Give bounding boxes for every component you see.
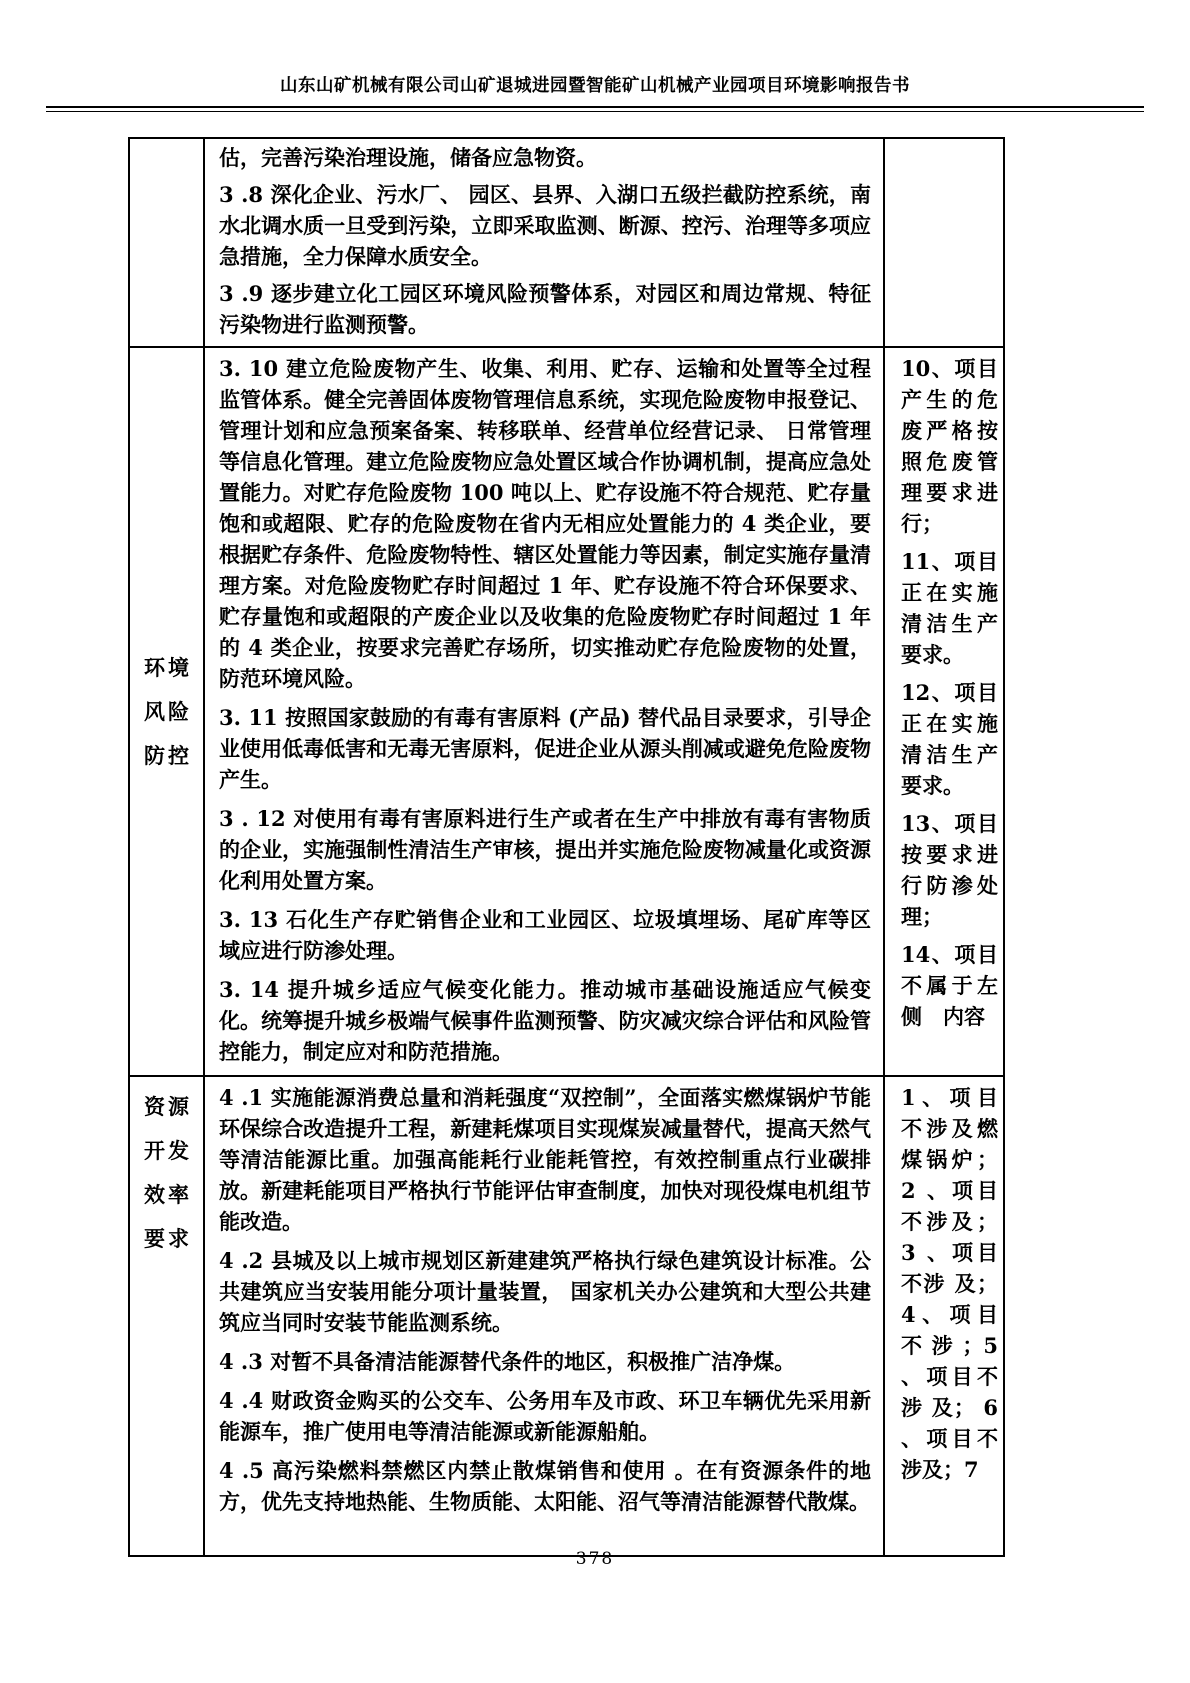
document-header-title: 山东山矿机械有限公司山矿退城进园暨智能矿山机械产业园项目环境影响报告书 <box>280 76 910 96</box>
label-line: 要求 <box>144 1226 189 1251</box>
label-line: 防控 <box>144 742 189 768</box>
header-double-rule <box>46 106 1144 112</box>
content-cell <box>204 138 884 347</box>
paragraph: 4 .5 高污染燃料禁燃区内禁止散煤销售和使用 。在有资源条件的地方，优先支持地热能、生物质能、太阳能、沼气等清洁能源替代散煤。 <box>219 1458 871 1514</box>
content-cell <box>204 1076 884 1556</box>
label-line: 效率 <box>144 1182 189 1207</box>
paragraph: 3. 14 提升城乡适应气候变化能力。推动城市基础设施适应气候变化。统筹提升城乡极端气候事件监测预警、防灾减灾综合评估和风险管控能力，制定应对和防范措施。 <box>219 977 871 1064</box>
paragraph: 3 .9 逐步建立化工园区环境风险预警体系，对园区和周边常规、特征污染物进行监测预警。 <box>219 281 871 337</box>
note-item: 13、项目按要求进行防渗处理； <box>901 811 998 929</box>
table-row <box>129 1076 1004 1556</box>
label-line: 开发 <box>144 1138 189 1163</box>
paragraph: 3 .8 深化企业、污水厂、 园区、县界、入湖口五级拦截防控系统，南水北调水质一旦受到污染，立即采取监测、断源、控污、治理等多项应急措施，全力保障水质安全。 <box>219 182 871 269</box>
note-item: 1、项目不涉及燃煤锅炉；2 、项目不涉及；3 、项目不涉 及；4、项目不涉；5 、项目不涉 及； 6 、项目不涉及；7 <box>901 1085 998 1482</box>
note-item: 10、项目产生的危废严格按照危废管理要求进行； <box>901 356 998 536</box>
paragraph: 3. 10 建立危险废物产生、收集、利用、贮存、运输和处置等全过程监管体系。健全完善固体废物管理信息系统，实现危险废物申报登记、管理计划和应急预案备案、转移联单、经营单位经营记录、 日常管理等信息化管理。建立危险废物应急处置区域合作协调机制，提高应急处置能力。对贮存危险废物 100 吨以上、贮存设施不符合规范、贮存量饱和或超限、贮存的危险废物在省内无相应处置能力的 4 类企业，要根据贮存条件、危险废物特性、辖区处置能力等因素，制定实施存量清理方案。对危险废物贮存时间超过 1 年、贮存设施不符合环保要求、贮存量饱和或超限的产废企业以及收集的危险废物贮存时间超过 1 年的 4 类企业，按要求完善贮存场所，切实推动贮存危险废物的处置，防范环境风险。 <box>219 356 871 691</box>
label-line: 资源 <box>144 1094 189 1119</box>
paragraph: 4 .4 财政资金购买的公交车、公务用车及市政、环卫车辆优先采用新能源车，推广使用电等清洁能源或新能源船舶。 <box>219 1388 871 1444</box>
table-row <box>129 138 1004 347</box>
note-item: 11、项目正在实施清洁生产要求。 <box>901 549 998 667</box>
paragraph: 4 .2 县城及以上城市规划区新建建筑严格执行绿色建筑设计标准。公共建筑应当安装用能分项计量装置， 国家机关办公建筑和大型公共建筑应当同时安装节能监测系统。 <box>219 1248 871 1335</box>
label-cell-resource-efficiency <box>129 1076 204 1556</box>
content-cell <box>204 347 884 1076</box>
page-number: 378 <box>575 1549 615 1569</box>
notes-cell-empty <box>884 138 1004 347</box>
notes-cell <box>884 1076 1004 1556</box>
requirements-table <box>128 137 1005 1557</box>
paragraph: 4 .1 实施能源消费总量和消耗强度“双控制”，全面落实燃煤锅炉节能环保综合改造提升工程，新建耗煤项目实现煤炭减量替代，提高天然气等清洁能源比重。加强高能耗行业能耗管控，有效控制重点行业碳排放。新建耗能项目严格执行节能评估审查制度，加快对现役煤电机组节能改造。 <box>219 1085 871 1234</box>
note-item: 12、项目正在实施清洁生产要求。 <box>901 680 998 798</box>
label-line: 环境 <box>144 654 189 680</box>
table-row <box>129 347 1004 1076</box>
paragraph: 4 .3 对暂不具备清洁能源替代条件的地区，积极推广洁净煤。 <box>219 1349 796 1374</box>
label-cell-empty <box>129 138 204 347</box>
label-cell-environment-risk <box>129 347 204 1076</box>
paragraph: 3. 13 石化生产存贮销售企业和工业园区、垃圾填埋场、尾矿库等区域应进行防渗处理。 <box>219 907 871 963</box>
paragraph: 估，完善污染治理设施，储备应急物资。 <box>219 145 597 170</box>
paragraph: 3. 11 按照国家鼓励的有毒有害原料 (产品) 替代品目录要求，引导企业使用低毒低害和无毒无害原料，促进企业从源头削减或避免危险废物产生。 <box>219 705 871 792</box>
label-line: 风险 <box>144 698 189 724</box>
note-item: 14、项目不属于左侧 内容 <box>901 942 998 1029</box>
notes-cell <box>884 347 1004 1076</box>
paragraph: 3 . 12 对使用有毒有害原料进行生产或者在生产中排放有毒有害物质的企业，实施强制性清洁生产审核，提出并实施危险废物减量化或资源化利用处置方案。 <box>219 806 871 893</box>
